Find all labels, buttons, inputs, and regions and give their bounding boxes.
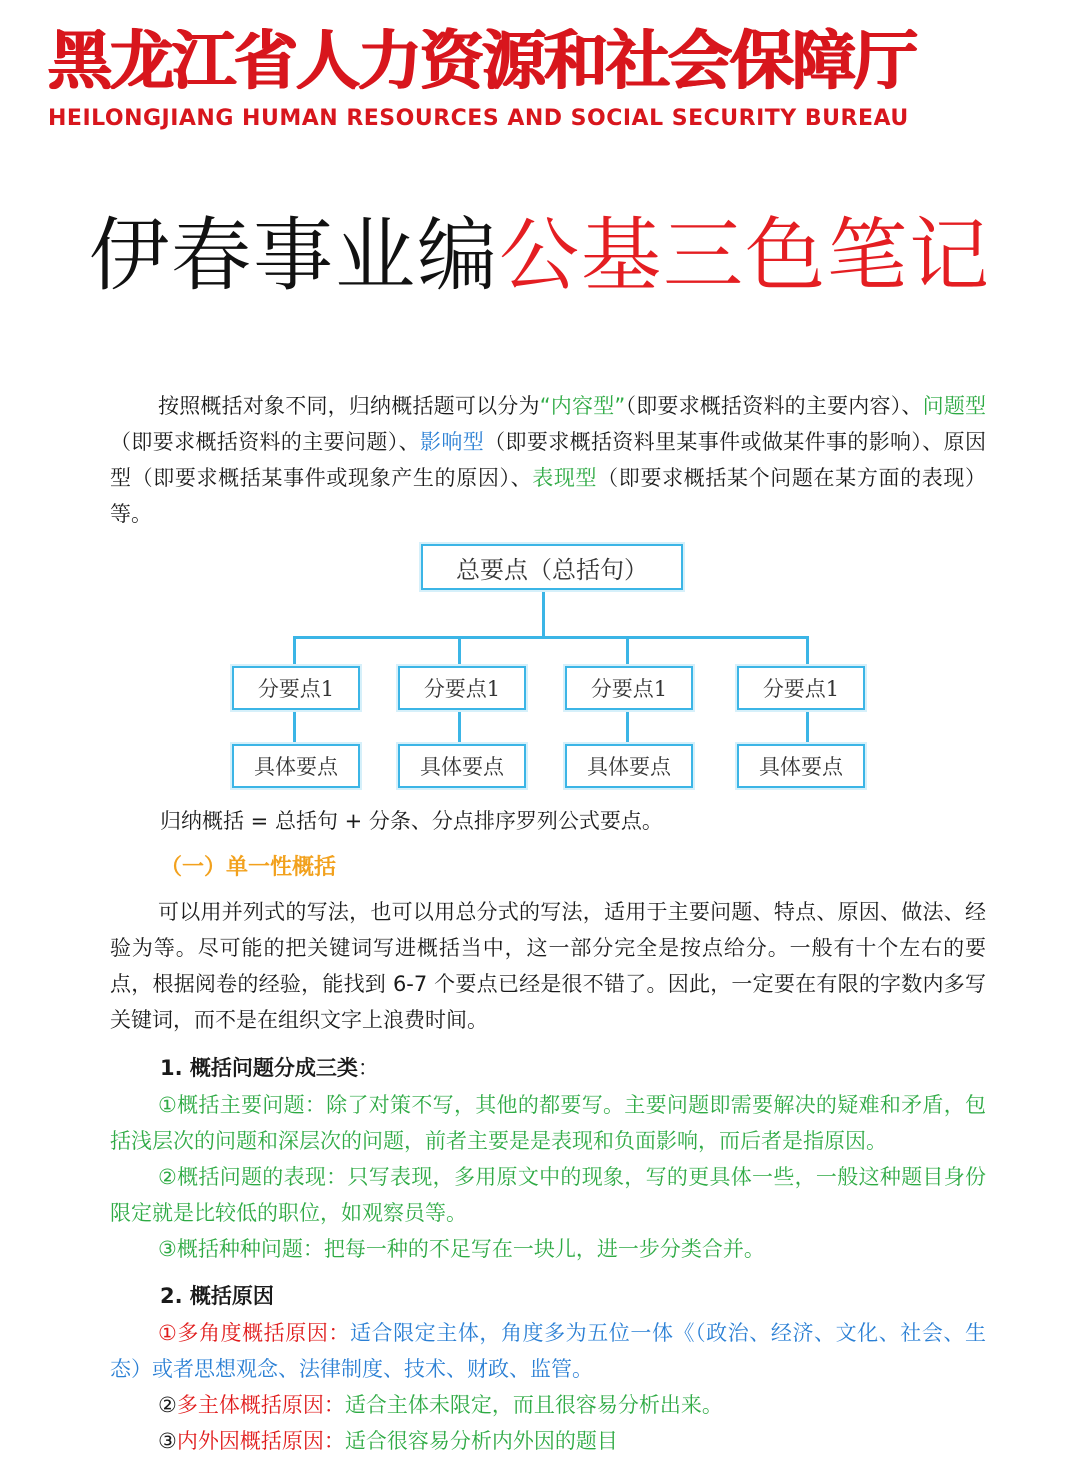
type-problem: 问题型 [922,394,987,418]
cause-number: ③ [158,1429,177,1453]
intro-text-4: （即要求概括资料里某事件或做某件事的影响）、原因型（即要求概括某事件或现象产生的原因）、 [110,430,987,490]
formula-text: 归纳概括 = 总括句 + 分条、分点排序罗列公式要点。 [160,809,663,833]
detail-point-box: 具体要点 [565,744,693,788]
org-name-en: HEILONGJIANG HUMAN RESOURCES AND SOCIAL SECURITY BUREAU [48,106,909,131]
cause-label: 内外因概括原因： [176,1429,345,1453]
connector-line [542,588,545,638]
intro-text-1: 按照概括对象不同，归纳概括题可以分为 [158,394,540,418]
problem-item-2: ②概括问题的表现：只写表现，多用原文中的现象，写的更具体一些，一般这种题目身份限定就是比较低的职位，如观察员等。 [110,1165,986,1225]
cause-text: 适合限定主体，角度多为五位一体《（政治、经济、文化、社会、生态）或者思想观念、法律制度、技术、财政、监管。 [110,1321,987,1381]
connector-line [293,636,809,639]
connector-line [626,708,629,744]
cause-text: 适合主体未限定，而且很容易分析出来。 [344,1393,723,1417]
sub-point-box: 分要点1 [737,666,865,710]
intro-text-5: （即要求概括某个问题在某方面的表现）等。 [110,466,987,526]
org-name-cn: 黑龙江省人力资源和社会保障厅 [48,25,916,99]
cause-number: ② [158,1393,177,1417]
summary-structure-diagram [0,530,1080,800]
connector-line [293,636,296,666]
problem-item-3: ③概括种种问题：把每一种的不足写在一块儿，进一步分类合并。 [158,1237,765,1261]
connector-line [458,708,461,744]
cause-label: ①多角度概括原因： [158,1321,350,1345]
detail-point-box: 具体要点 [232,744,360,788]
type-content: “内容型” [539,394,626,418]
connector-line [458,636,461,666]
type-manifestation: 表现型 [532,466,598,490]
intro-paragraph [110,388,986,532]
sub-point-box: 分要点1 [232,666,360,710]
subsection-heading: 2. 概括原因 [160,1284,274,1308]
cause-label: 多主体概括原因： [176,1393,345,1417]
section-body: 可以用并列式的写法，也可以用总分式的写法，适用于主要问题、特点、原因、做法、经验为等。尽可能的把关键词写进概括当中，这一部分完全是按点给分。一般有十个左右的要点，根据阅卷的经验，能找到 6-7 个要点已经是很不错了。因此，一定要在有限的字数内多写关键词，而不是在组织文字上浪费时间。 [110,900,986,1032]
cause-item-3 [110,1423,986,1459]
intro-text-2: （即要求概括资料的主要内容）、 [625,394,923,418]
type-impact: 影响型 [420,430,485,454]
org-banner [48,24,916,131]
cause-item-2 [110,1387,986,1423]
connector-line [626,636,629,666]
sub-point-box: 分要点1 [398,666,526,710]
cause-text: 适合很容易分析内外因的题目 [344,1429,618,1453]
detail-point-box: 具体要点 [737,744,865,788]
cause-item-1 [110,1315,986,1387]
problem-item-1: ①概括主要问题：除了对策不写，其他的都要写。主要问题即需要解决的疑难和矛盾，包括浅层次的问题和深层次的问题，前者主要是是表现和负面影响，而后者是指原因。 [110,1093,986,1153]
sub-point-box: 分要点1 [565,666,693,710]
subsection-title: 1. 概括问题分成三类 [160,1056,358,1080]
title-black-part: 伊春事业编 [89,209,499,302]
intro-text-3: （即要求概括资料的主要问题）、 [110,430,420,454]
connector-line [806,636,809,666]
detail-point-box: 具体要点 [398,744,526,788]
title-red-part: 公基三色笔记 [499,209,991,302]
connector-line [806,708,809,744]
section-heading: （一）单一性概括 [160,855,337,880]
page-title [0,206,1080,306]
connector-line [293,708,296,744]
main-point-box: 总要点（总括句） [421,544,683,590]
subsection-colon: ： [357,1056,379,1080]
subsection-heading [160,1052,379,1082]
